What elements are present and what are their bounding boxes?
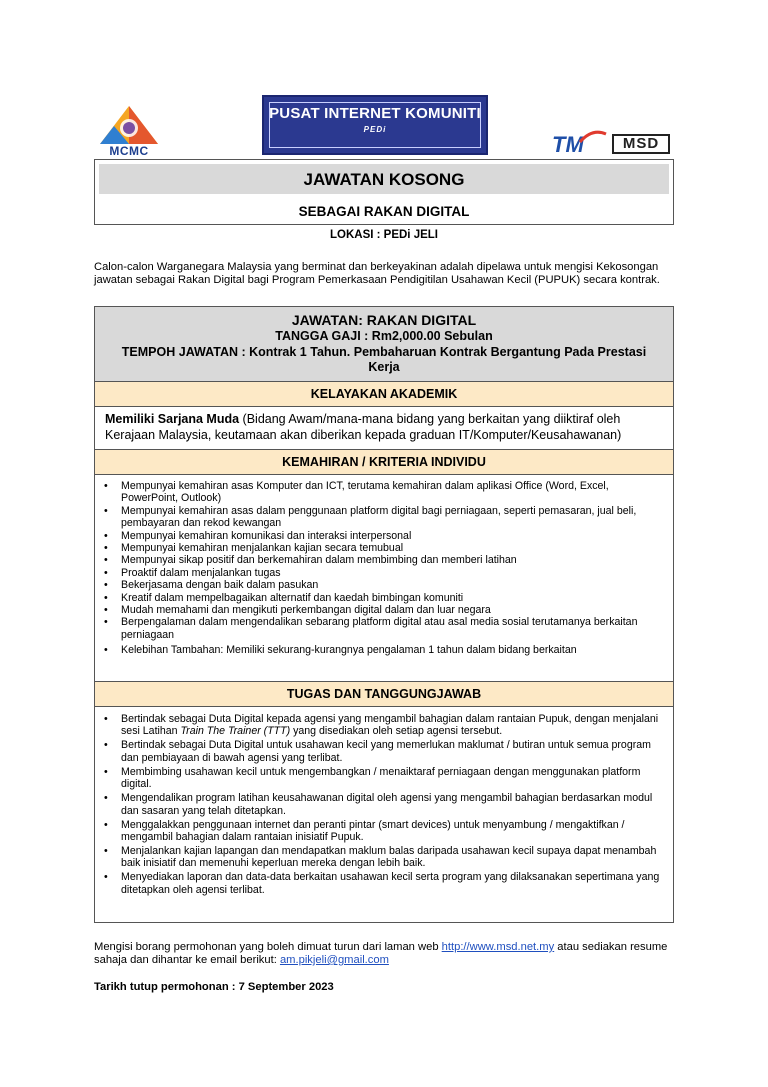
intro-paragraph: Calon-calon Warganegara Malaysia yang berminat dan berkeyakinan adalah dipelawa untuk mengisi Kekosongan jawatan sebagai Rakan Digital bagi Program Pemerkasaan Pendigitilan Usahawan Kecil (PUPUK) secara kontrak.	[94, 261, 660, 286]
tm-logo-text: TM	[552, 132, 584, 157]
tugas-list	[95, 713, 673, 898]
application-instructions	[94, 941, 684, 967]
pedi-logo	[262, 95, 488, 155]
tugas-heading: TUGAS DAN TANGGUNGJAWAB	[95, 681, 673, 707]
list-item: • Mempunyai kemahiran asas dalam penggunaan platform digital bagi perniagaan, seperti pemasaran, jual beli, pembayaran dan rekod kewangan	[95, 505, 673, 530]
msd-logo	[612, 134, 670, 154]
akademik-text	[105, 411, 665, 443]
jawatan-tempoh: TEMPOH JAWATAN : Kontrak 1 Tahun. Pembaharuan Kontrak Bergantung Pada Prestasi Kerja	[121, 345, 647, 374]
kemahiran-list	[95, 480, 673, 657]
list-item: • Membimbing usahawan kecil untuk mengembangkan / menaiktaraf perniagaan dengan menggunakan platform digital.	[95, 766, 673, 791]
tugas-item1-italic: Train The Trainer (TTT)	[180, 725, 291, 738]
pedi-logo-sub: PEDi	[363, 125, 387, 134]
title-band	[99, 164, 669, 194]
page-subtitle: SEBAGAI RAKAN DIGITAL	[298, 204, 470, 219]
list-item: • Bekerjasama dengan baik dalam pasukan	[95, 579, 673, 591]
mcmc-text: MCMC	[109, 144, 149, 158]
list-item: • Mudah memahami dan mengikuti perkembangan digital dalam dan luar negara	[95, 604, 673, 616]
tm-swoosh-icon	[578, 128, 608, 144]
list-item: • Mengendalikan program latihan keusahawanan digital oleh agensi yang mengambil bahagian berdasarkan modul dan sasaran yang telah ditetapkan.	[95, 792, 673, 817]
job-details-table	[94, 306, 674, 923]
tugas-item1-a: Bertindak sebagai Duta Digital kepada agensi yang mengambil bahagian dalam rantaian Pupuk, dengan menjalani sesi Latihan	[121, 713, 659, 738]
tugas-item1-b: yang disediakan oleh setiap agensi tersebut.	[290, 725, 503, 738]
pedi-logo-title: PUSAT INTERNET KOMUNITI	[269, 105, 481, 122]
list-item: • Mempunyai sikap positif dan berkemahiran dalam membimbing dan memberi latihan	[95, 554, 673, 566]
list-item: • Kelebihan Tambahan: Memiliki sekurang-kurangnya pengalaman 1 tahun dalam bidang berkaitan	[95, 644, 673, 656]
list-item: • Proaktif dalam menjalankan tugas	[95, 567, 673, 579]
msd-logo-text: MSD	[622, 135, 660, 152]
email-link[interactable]: am.pikjeli@gmail.com	[279, 954, 389, 966]
list-item: • Bertindak sebagai Duta Digital untuk usahawan kecil yang memerlukan maklumat / butiran untuk semua program dan pembiayaan di bawah agensi yang terlibat.	[95, 739, 673, 764]
list-item: • Mempunyai kemahiran komunikasi dan interaksi interpersonal	[95, 530, 673, 542]
jawatan-gaji: TANGGA GAJI : Rm2,000.00 Sebulan	[275, 329, 493, 343]
jawatan-title: JAWATAN: RAKAN DIGITAL	[291, 312, 477, 328]
list-item: • Kreatif dalam mempelbagaikan alternatif dan kaedah bimbingan komuniti	[95, 592, 673, 604]
mcmc-triangle-icon	[96, 104, 162, 146]
website-link[interactable]: http://www.msd.net.my	[441, 941, 555, 953]
akademik-heading: KELAYAKAN AKADEMIK	[95, 381, 673, 407]
title-box	[94, 159, 674, 225]
list-item: • Menggalakkan penggunaan internet dan peranti pintar (smart devices) untuk menyambung / mengaktifkan / mengambil bahagian dalam rantaian inisiatif Pupuk.	[95, 819, 673, 844]
list-item: • Berpengalaman dalam mengendalikan sebarang platform digital atau asal media sosial terutamanya berkaitan perniagaan	[95, 616, 673, 641]
mcmc-logo	[96, 104, 162, 158]
list-item: • Menjalankan kajian lapangan dan mendapatkan maklum balas daripada usahawan kecil supaya dapat menambah baik inisiatif dan memenuhi keperluan mereka dengan lebih baik.	[95, 845, 673, 870]
list-item: • Mempunyai kemahiran asas Komputer dan ICT, terutama kemahiran dalam aplikasi Office (Word, Excel, PowerPoint, Outlook)	[95, 480, 673, 505]
footer-text-a: Mengisi borang permohonan yang boleh dimuat turun dari laman web	[94, 941, 442, 953]
list-item: • Menyediakan laporan dan data-data berkaitan usahawan kecil serta program yang dilaksanakan sepertimana yang ditetapkan oleh agensi terlibat.	[95, 871, 673, 896]
jawatan-band	[95, 307, 673, 382]
kemahiran-heading: KEMAHIRAN / KRITERIA INDIVIDU	[95, 449, 673, 475]
list-item	[95, 713, 673, 738]
footer-text-b: atau sediakan resume sahaja dan dihantar ke email berikut:	[94, 941, 668, 966]
akademik-bold: Memiliki Sarjana Muda	[105, 412, 240, 426]
tm-logo	[552, 128, 608, 156]
lokasi-label: LOKASI : PEDi JELI	[330, 229, 438, 241]
akademik-rest: (Bidang Awam/mana-mana bidang yang berkaitan yang diiktiraf oleh Kerajaan Malaysia, keutamaan akan diberikan kepada graduan IT/Komputer/Keusahawanan)	[105, 412, 622, 442]
closing-date: Tarikh tutup permohonan : 7 September 2023	[94, 981, 334, 993]
list-item: • Mempunyai kemahiran menjalankan kajian secara temubual	[95, 542, 673, 554]
page-title: JAWATAN KOSONG	[303, 170, 465, 189]
